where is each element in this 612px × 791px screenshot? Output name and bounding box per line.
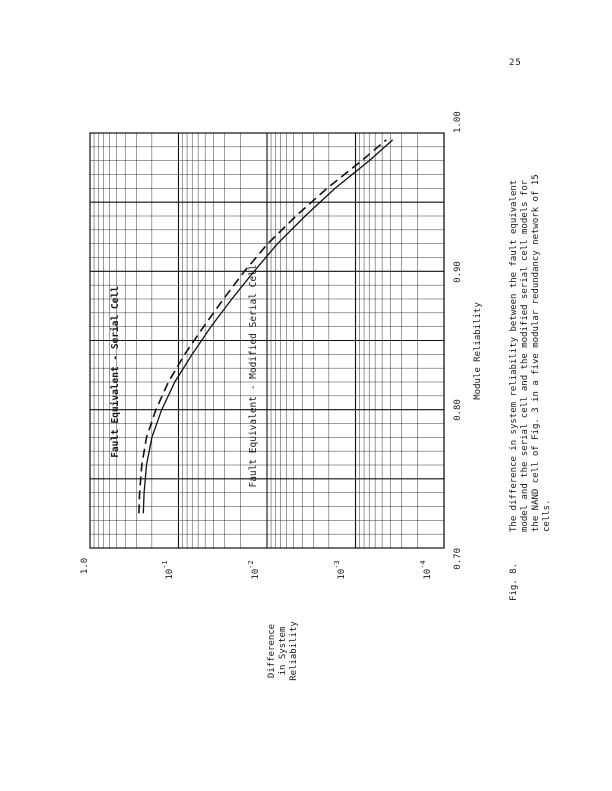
y-tick-label: $10^{-3}$ [333, 560, 347, 580]
y-axis-label-line: Reliability [289, 621, 299, 681]
y-tick-label: $10^{-4}$ [419, 560, 433, 580]
y-tick-label: 1.0 [80, 557, 90, 575]
caption-line: model and the serial cell and the modified serial cell models for [520, 179, 530, 532]
series-label-serial-cell: Fault Equivalent - Serial Cell [110, 286, 121, 458]
y-tick-labels [80, 558, 433, 580]
x-tick-label: 1.00 [453, 111, 463, 133]
x-tick-label: 0.80 [453, 399, 463, 421]
y-axis-label [267, 621, 299, 681]
x-tick-labels [453, 111, 463, 569]
page-number: 25 [509, 58, 522, 68]
x-axis-label: Module Reliability [473, 302, 483, 400]
y-axis-label-line: Difference [267, 623, 277, 679]
y-tick-label: $10^{-1}$ [161, 560, 175, 580]
figure-caption [509, 174, 552, 532]
x-tick-label: 0.90 [453, 261, 463, 283]
figure-caption-label: Fig. 8. [509, 563, 519, 601]
caption-line: the NAND cell of Fig. 3 in a five modular redundancy network of 15 [531, 174, 541, 532]
y-tick-label: $10^{-2}$ [247, 560, 261, 580]
x-tick-label: 0.70 [453, 548, 463, 570]
caption-line: The difference in system reliability between the fault equivalent [509, 179, 519, 532]
y-axis-label-line: in System [278, 626, 288, 676]
caption-line: cells. [542, 499, 552, 532]
series-label-modified-serial-cell: Fault Equivalent - Modified Serial Cell [248, 264, 259, 488]
